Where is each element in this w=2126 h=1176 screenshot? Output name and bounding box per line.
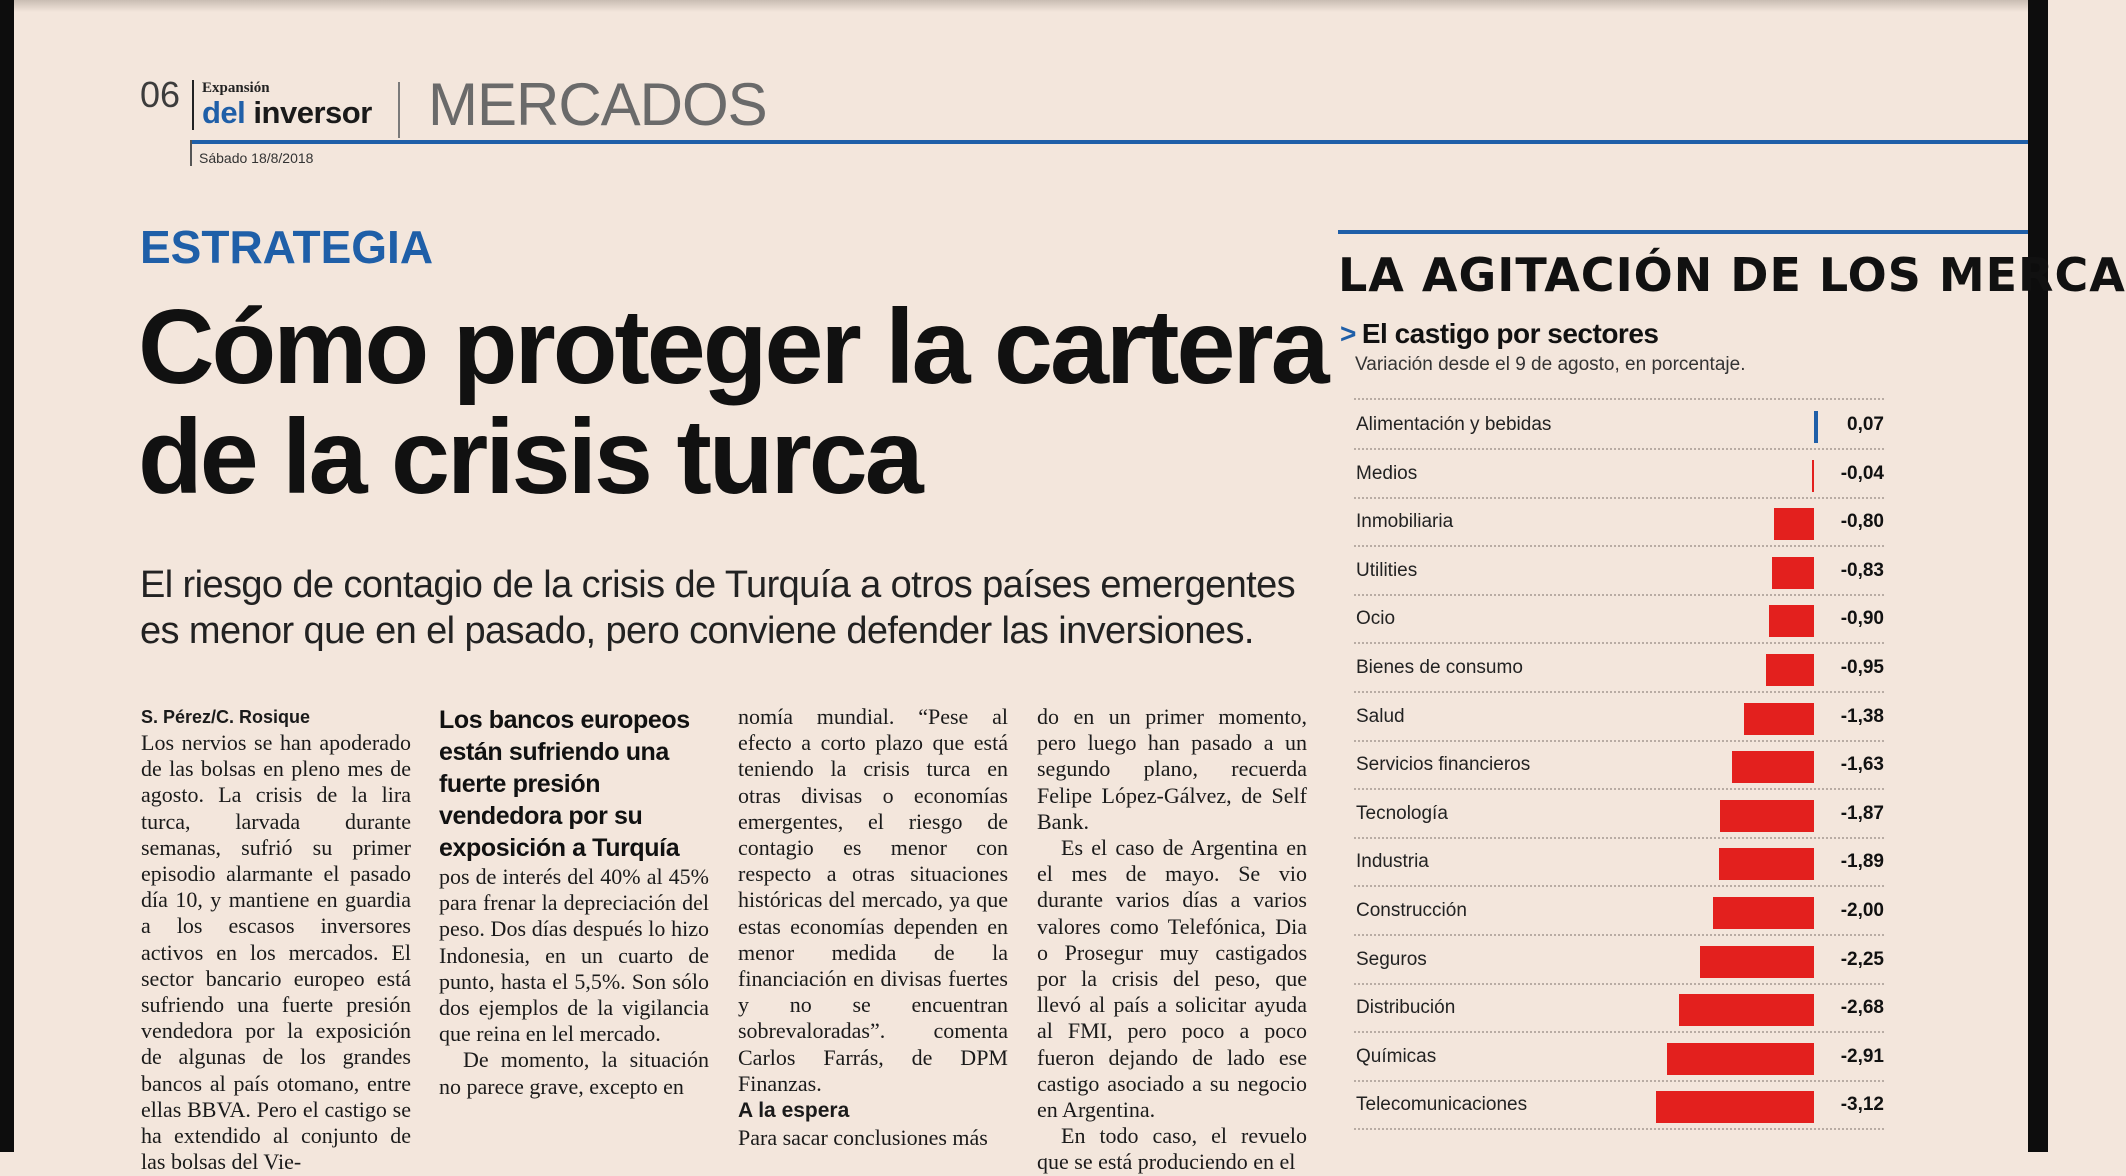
bar-label: Utilities (1356, 559, 1418, 581)
column-4-paragraph-3: En todo caso, el revuelo que se está produciendo en el (1037, 1123, 1307, 1175)
bar-value: -0,04 (1840, 462, 1884, 484)
bar-label: Seguros (1356, 948, 1427, 970)
bar (1719, 848, 1814, 880)
chart-note: Variación desde el 9 de agosto, en porcentaje. (1355, 354, 1746, 375)
chart-row (1354, 692, 1884, 742)
bar (1720, 800, 1814, 832)
column-4-paragraph-2: Es el caso de Argentina en el mes de mayo. Se vio durante varios días a varios valores como Telefónica, Dia o Prosegur muy castigados por la crisis del peso, que llevó al país a solicitar ayuda al FMI, pero poco a poco fueron dejando de lado ese castigo asociado a su negocio en Argentina. (1037, 835, 1307, 1123)
bar (1700, 946, 1814, 978)
bar-value: -0,90 (1840, 608, 1884, 630)
chart-row (1354, 497, 1884, 547)
bar-value: -3,12 (1840, 1094, 1884, 1116)
bar-value: -2,91 (1840, 1045, 1884, 1067)
header-rule (190, 140, 2028, 144)
chart-row (1354, 837, 1884, 887)
bar (1667, 1043, 1814, 1075)
bar (1679, 994, 1814, 1026)
bar (1744, 703, 1814, 735)
bar-label: Medios (1356, 462, 1418, 484)
article-column-3 (738, 704, 1008, 1152)
bar-label: Químicas (1356, 1045, 1437, 1067)
article-column-2 (439, 704, 709, 1152)
top-page-shadow (14, 0, 2028, 12)
header-divider (398, 82, 400, 138)
page-number: 06 (140, 74, 181, 115)
bar-label: Industria (1356, 851, 1429, 873)
bar-label: Inmobiliaria (1356, 511, 1454, 533)
bar-label: Distribución (1356, 997, 1456, 1019)
bar-value: -1,87 (1840, 802, 1884, 824)
column-4-paragraph-1: do en un primer momento, pero luego han pasado a un segundo plano, recuerda Felipe López-Gálvez, de Self Bank. (1037, 704, 1307, 834)
bar (1769, 605, 1814, 637)
article-column-1 (141, 704, 411, 1175)
article-headline: Cómo proteger la cartera de la crisis turca (138, 288, 1327, 516)
chart-row (1354, 1080, 1884, 1130)
chart-subtitle (1340, 318, 1658, 350)
bar-value: -0,83 (1840, 559, 1884, 581)
bar (1766, 654, 1814, 686)
chart-row (1354, 1032, 1884, 1082)
bar-label: Salud (1356, 705, 1405, 727)
bar-value: -0,95 (1840, 657, 1884, 678)
bar-value: 0,07 (1847, 414, 1884, 435)
section-title: MERCADOS (428, 71, 767, 138)
right-page-edge (2028, 0, 2048, 1152)
column-3-paragraph-2: Para sacar conclusiones más (738, 1125, 988, 1151)
bar (1732, 751, 1814, 783)
left-page-edge (0, 0, 14, 1152)
column-3-subhead: A la espera (738, 1099, 850, 1123)
graphic-title: LA AGITACIÓN DE LOS MERCA (1338, 248, 2126, 302)
chart-row (1354, 740, 1884, 790)
chevron-right-icon: > (1340, 318, 1356, 349)
bar (1772, 557, 1814, 589)
column-2-paragraph-1: pos de interés del 40% al 45% para frenar la depreciación del peso. Dos días después lo hizo Indonesia, en un cuarto de punto, hasta el 5,5%. Son sólo dos ejemplos de la vigilancia que reina en lel mercado. (439, 864, 709, 1047)
bar-label: Bienes de consumo (1356, 657, 1523, 678)
date-tick (190, 140, 192, 166)
article-kicker: ESTRATEGIA (140, 221, 434, 273)
column-1-text: Los nervios se han apoderado de las bolsas en pleno mes de agosto. La crisis de la lira turca, larvada durante semanas, sufrió su primer episodio alarmante el pasado día 10, y mantiene en guardia a los escasos inversores activos en los mercados. El sector bancario europeo está sufriendo una fuerte presión vendedora por la exposición de algunas de los grandes bancos al país otomano, entre ellas BBVA. Pero el castigo se ha extendido al conjunto de las bolsas del Vie- (141, 730, 411, 1175)
bar (1713, 897, 1814, 929)
chart-row (1354, 983, 1884, 1033)
chart-row (1354, 886, 1884, 936)
column-2-paragraph-2: De momento, la situación no parece grave, excepto en (439, 1047, 709, 1099)
bar-value: -1,63 (1840, 754, 1884, 776)
logo-del-inversor (202, 96, 388, 130)
pull-quote: Los bancos europeos están sufriendo una fuerte presión vendedora por su exposición a Turquía (439, 706, 690, 862)
logo-expansion: Expansión (202, 80, 270, 96)
bar-value: -2,68 (1840, 997, 1884, 1019)
chart-row (1354, 594, 1884, 644)
column-3-paragraph-1: nomía mundial. “Pese al efecto a corto plazo que está teniendo la crisis turca en otras divisas o economías emergentes, el riesgo de contagio es menor con respecto a otras situaciones históricas del mercado, ya que estas economías dependen en menor medida de la financiación en divisas fuertes y no se encuentran sobrevaloradas”. comenta Carlos Farrás, de DPM Finanzas. (738, 704, 1008, 1096)
chart-subtitle-text: El castigo por sectores (1361, 318, 1659, 349)
logo-del: del (202, 95, 246, 130)
bar-label: Alimentación y bebidas (1356, 414, 1552, 435)
bar (1814, 411, 1818, 443)
logo-inversor: inversor (253, 95, 372, 130)
bar-label: Servicios financieros (1356, 754, 1531, 776)
chart-row (1354, 546, 1884, 596)
bar (1812, 460, 1814, 492)
chart-row (1354, 449, 1884, 499)
chart-row (1354, 935, 1884, 985)
bar (1656, 1091, 1814, 1123)
bar-value: -1,38 (1840, 705, 1884, 727)
issue-date: Sábado 18/8/2018 (199, 150, 314, 166)
bar-value: -0,80 (1840, 511, 1884, 533)
bar (1774, 508, 1814, 540)
bar-label: Telecomunicaciones (1356, 1094, 1528, 1116)
bar-value: -1,89 (1840, 851, 1884, 873)
chart-row (1354, 789, 1884, 839)
chart-row (1354, 400, 1884, 450)
bar-label: Tecnología (1356, 802, 1448, 824)
bar-label: Ocio (1356, 608, 1396, 630)
graphic-rule (1338, 230, 2028, 234)
chart-row (1354, 643, 1884, 693)
article-column-4 (1037, 704, 1307, 1175)
byline: S. Pérez/C. Rosique (141, 707, 311, 727)
article-deck: El riesgo de contagio de la crisis de Turquía a otros países emergentes es menor que en el pasado, pero conviene defender las inversiones. (140, 564, 1296, 652)
publication-logo (192, 80, 388, 130)
bar-value: -2,25 (1840, 948, 1884, 970)
bar-label: Construcción (1356, 900, 1467, 921)
bar-value: -2,00 (1840, 900, 1884, 921)
